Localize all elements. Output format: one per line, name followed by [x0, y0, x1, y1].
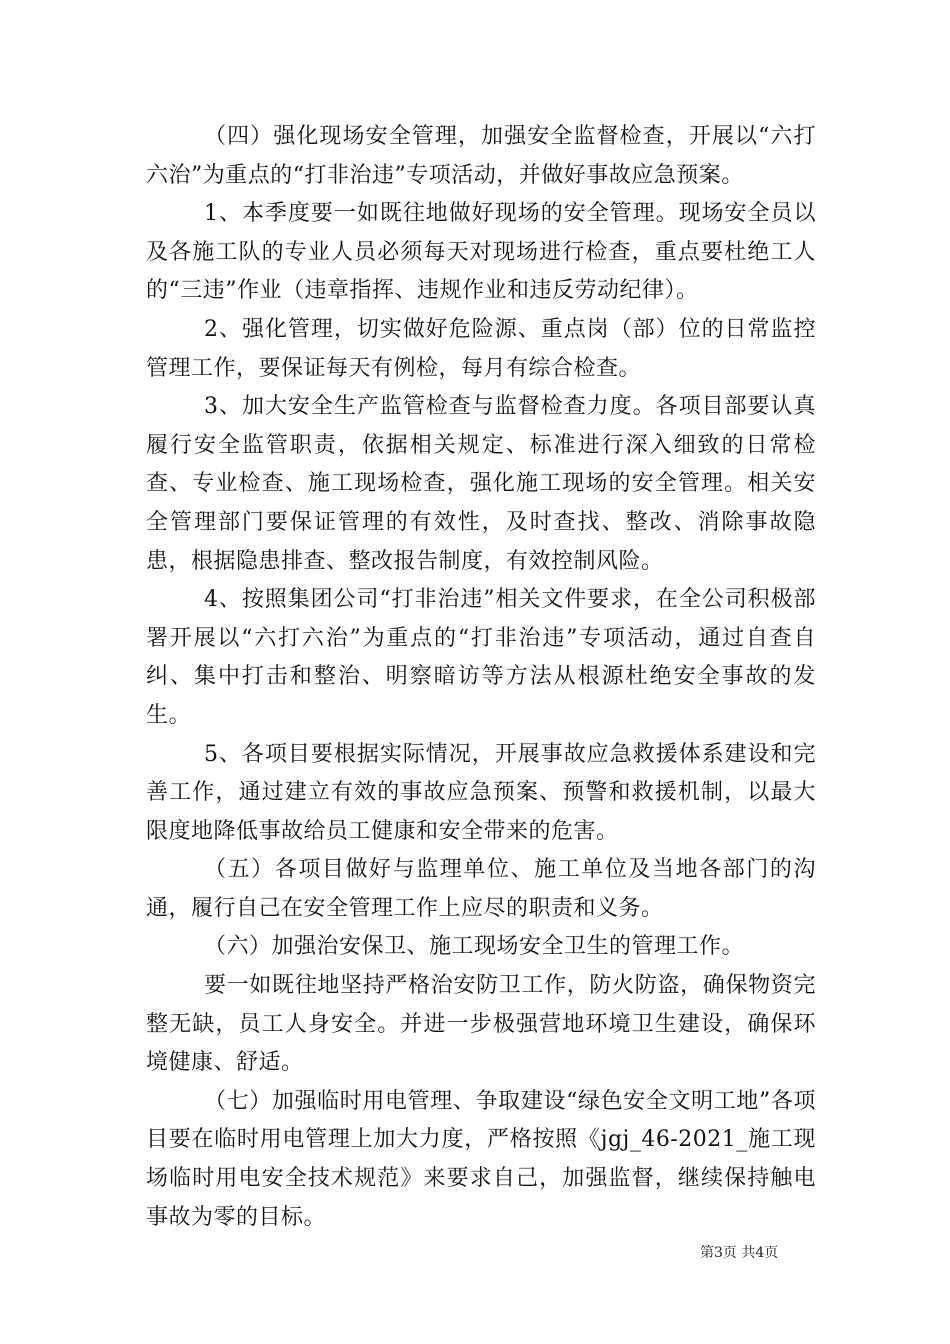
paragraph-item-4: 4、按照集团公司“打非治违”相关文件要求，在全公司积极部署开展以“六打六治”为重点的“打非治违”专项活动，通过自查自纠、集中打击和整治、明察暗访等方法从根源杜绝安全事故的发生。 [146, 587, 816, 728]
paragraph-item-2: 2、强化管理，切实做好危险源、重点岗（部）位的日常监控管理工作，要保证每天有例检，每月有综合检查。 [146, 316, 816, 381]
paragraph-item-5: 5、各项目要根据实际情况，开展事故应急救援体系建设和完善工作，通过建立有效的事故应急预案、预警和救援机制，以最大限度地降低事故给员工健康和安全带来的危害。 [146, 741, 816, 844]
document-body [146, 118, 816, 1237]
paragraph-section-7: （七）加强临时用电管理、争取建设“绿色安全文明工地”各项目要在临时用电管理上加大力度，严格按照《jgj_46-2021_施工现场临时用电安全技术规范》来要求自己，加强监督，继续保持触电事故为零的目标。 [146, 1088, 816, 1230]
paragraph-section-5: （五）各项目做好与监理单位、施工单位及当地各部门的沟通，履行自己在安全管理工作上应尽的职责和义务。 [146, 857, 816, 921]
paragraph-section-4: （四）强化现场安全管理，加强安全监督检查，开展以“六打六治”为重点的“打非治违”专项活动，并做好事故应急预案。 [146, 124, 816, 188]
paragraph-section-6-detail: 要一如既往地坚持严格治安防卫工作，防火防盗，确保物资完整无缺，员工人身安全。并进一步极强营地环境卫生建设，确保环境健康、舒适。 [146, 973, 816, 1076]
paragraph-section-6: （六）加强治安保卫、施工现场安全卫生的管理工作。 [204, 934, 745, 960]
paragraph-item-1: 1、本季度要一如既往地做好现场的安全管理。现场安全员以及各施工队的专业人员必须每天对现场进行检查，重点要杜绝工人的“三违”作业（违章指挥、违规作业和违反劳动纪律）。 [146, 201, 816, 304]
page-number-footer: 第3页 共4页 [700, 1245, 779, 1261]
paragraph-item-3: 3、加大安全生产监管检查与监督检查力度。各项目部要认真履行安全监管职责，依据相关规定、标准进行深入细致的日常检查、专业检查、施工现场检查，强化施工现场的安全管理。相关安全管理部门要保证管理的有效性，及时查找、整改、消除事故隐患，根据隐患排查、整改报告制度，有效控制风险。 [146, 394, 816, 574]
